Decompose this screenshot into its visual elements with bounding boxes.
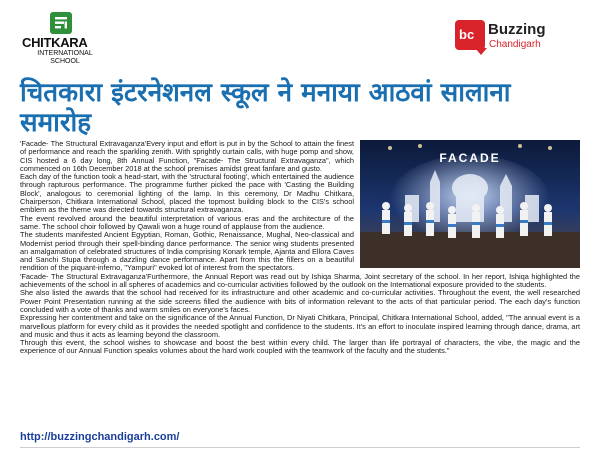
article-paragraph: 'Facade- The Structural Extravaganza'Furthermore, the Annual Report was read out by Ishiqa Sharma, Joint secretary of the school. In her report, Ishiqa highlighted the achievements of the school in all spheres of academics and co-curricular activities followed by the outlook on the International exposure provided to the students. bbox=[20, 271, 580, 290]
article-paragraph: The students manifested Ancient Egyptian, Roman, Gothic, Renaissance, Mughal, Neo-classical and Modernist period through their spell-binding dance performance. The senior wing students presented an amalgamation of celebrated structures of India comprising Konark temple, Ajanta and Ellora Caves and Sanchi Stupa through a dazzling dance performance. Apart from this the fillers on a beautiful rendition of the piquant-inferno, "Yampuri" evoked lot of interest from the spectators. bbox=[20, 230, 354, 273]
article-paragraph: Expressing her contentment and take on the significance of the Annual Function, Dr Niyati Chitkara, Principal, Chitkara International School, added, "The annual event is a marvellous platform for every child as it provides the needed spotlight and confidence to the students. It's an effort to inoculate inspired learning through dance, drama, art and music and thus it acts as learning beyond the classroom. bbox=[20, 313, 580, 339]
chitkara-logo-name: CHITKARA bbox=[22, 35, 88, 50]
article-body bbox=[20, 140, 580, 430]
chitkara-logo-subtitle: INTERNATIONAL SCHOOL bbox=[37, 50, 93, 65]
article-paragraph: Each day of the function took a head-start, with the 'structural footing', which entertained the audience through rapturous performance. The programme further picked the pace with 'Casting the Building Block', analogous to ceremonial lighting of the lamp. In this ceremony, Dr Madhu Chitkara, Chairperson, Chitkara International School, placed the topmost building block to the CIS's school emblem as the theme was directed towards structural extravaganza. bbox=[20, 172, 354, 215]
bc-badge-text: bc bbox=[459, 27, 475, 42]
chitkara-logo bbox=[22, 12, 102, 70]
source-url-link[interactable]: http://buzzingchandigarh.com/ bbox=[20, 431, 180, 443]
chitkara-emblem-icon bbox=[50, 12, 72, 34]
bc-speech-bubble-icon bbox=[455, 20, 485, 50]
article-paragraph: She also listed the awards that the school had received for its infrastructure and other academic and co-curricular activities. Throughout the event, the well researched Power Point Presentation running at the side screens filled the audience with bits of information relevant to the acts of that particular period. The each day's function concluded with a vote of thanks and warm smiles on everyone's faces. bbox=[20, 288, 580, 314]
article-paragraph: The event revolved around the beautiful interpretation of various eras and the architecture of the same. The school choir followed by Qawali won a huge round of applause from the audience. bbox=[20, 213, 354, 231]
footer-divider bbox=[20, 447, 580, 448]
article-paragraph: 'Facade- The Structural Extravaganza'Every input and effort is put in by the School to attain the finest of performance and reach the sparkling zenith. With sprightly curtain calls, with huge pomp and show, CIS hosted a 6 day long, 8th Annual Function, "Facade- The Structural Extravaganza", which commenced on 16th December 2018 at the school premises amidst great fanfare and gusto. bbox=[20, 139, 354, 173]
stage-sign: FACADE bbox=[439, 151, 501, 165]
event-stage-photo bbox=[360, 140, 580, 268]
site-logo-city: Chandigarh bbox=[489, 39, 541, 50]
headline: चितकारा इंटरनेशनल स्कूल ने मनाया आठवां सालाना समारोह bbox=[20, 78, 511, 138]
site-logo-title: Buzzing bbox=[488, 21, 546, 38]
buzzing-chandigarh-logo bbox=[455, 18, 580, 58]
bc-bubble-tail bbox=[475, 48, 487, 55]
article-paragraph: Through this event, the school wishes to showcase and boost the best within every child. The larger than life portrayal of characters, the vibe, the magic and the experience of our Annual Function speaks volumes about the hard work coupled with the teamwork of the faculty and the students." bbox=[20, 338, 580, 356]
